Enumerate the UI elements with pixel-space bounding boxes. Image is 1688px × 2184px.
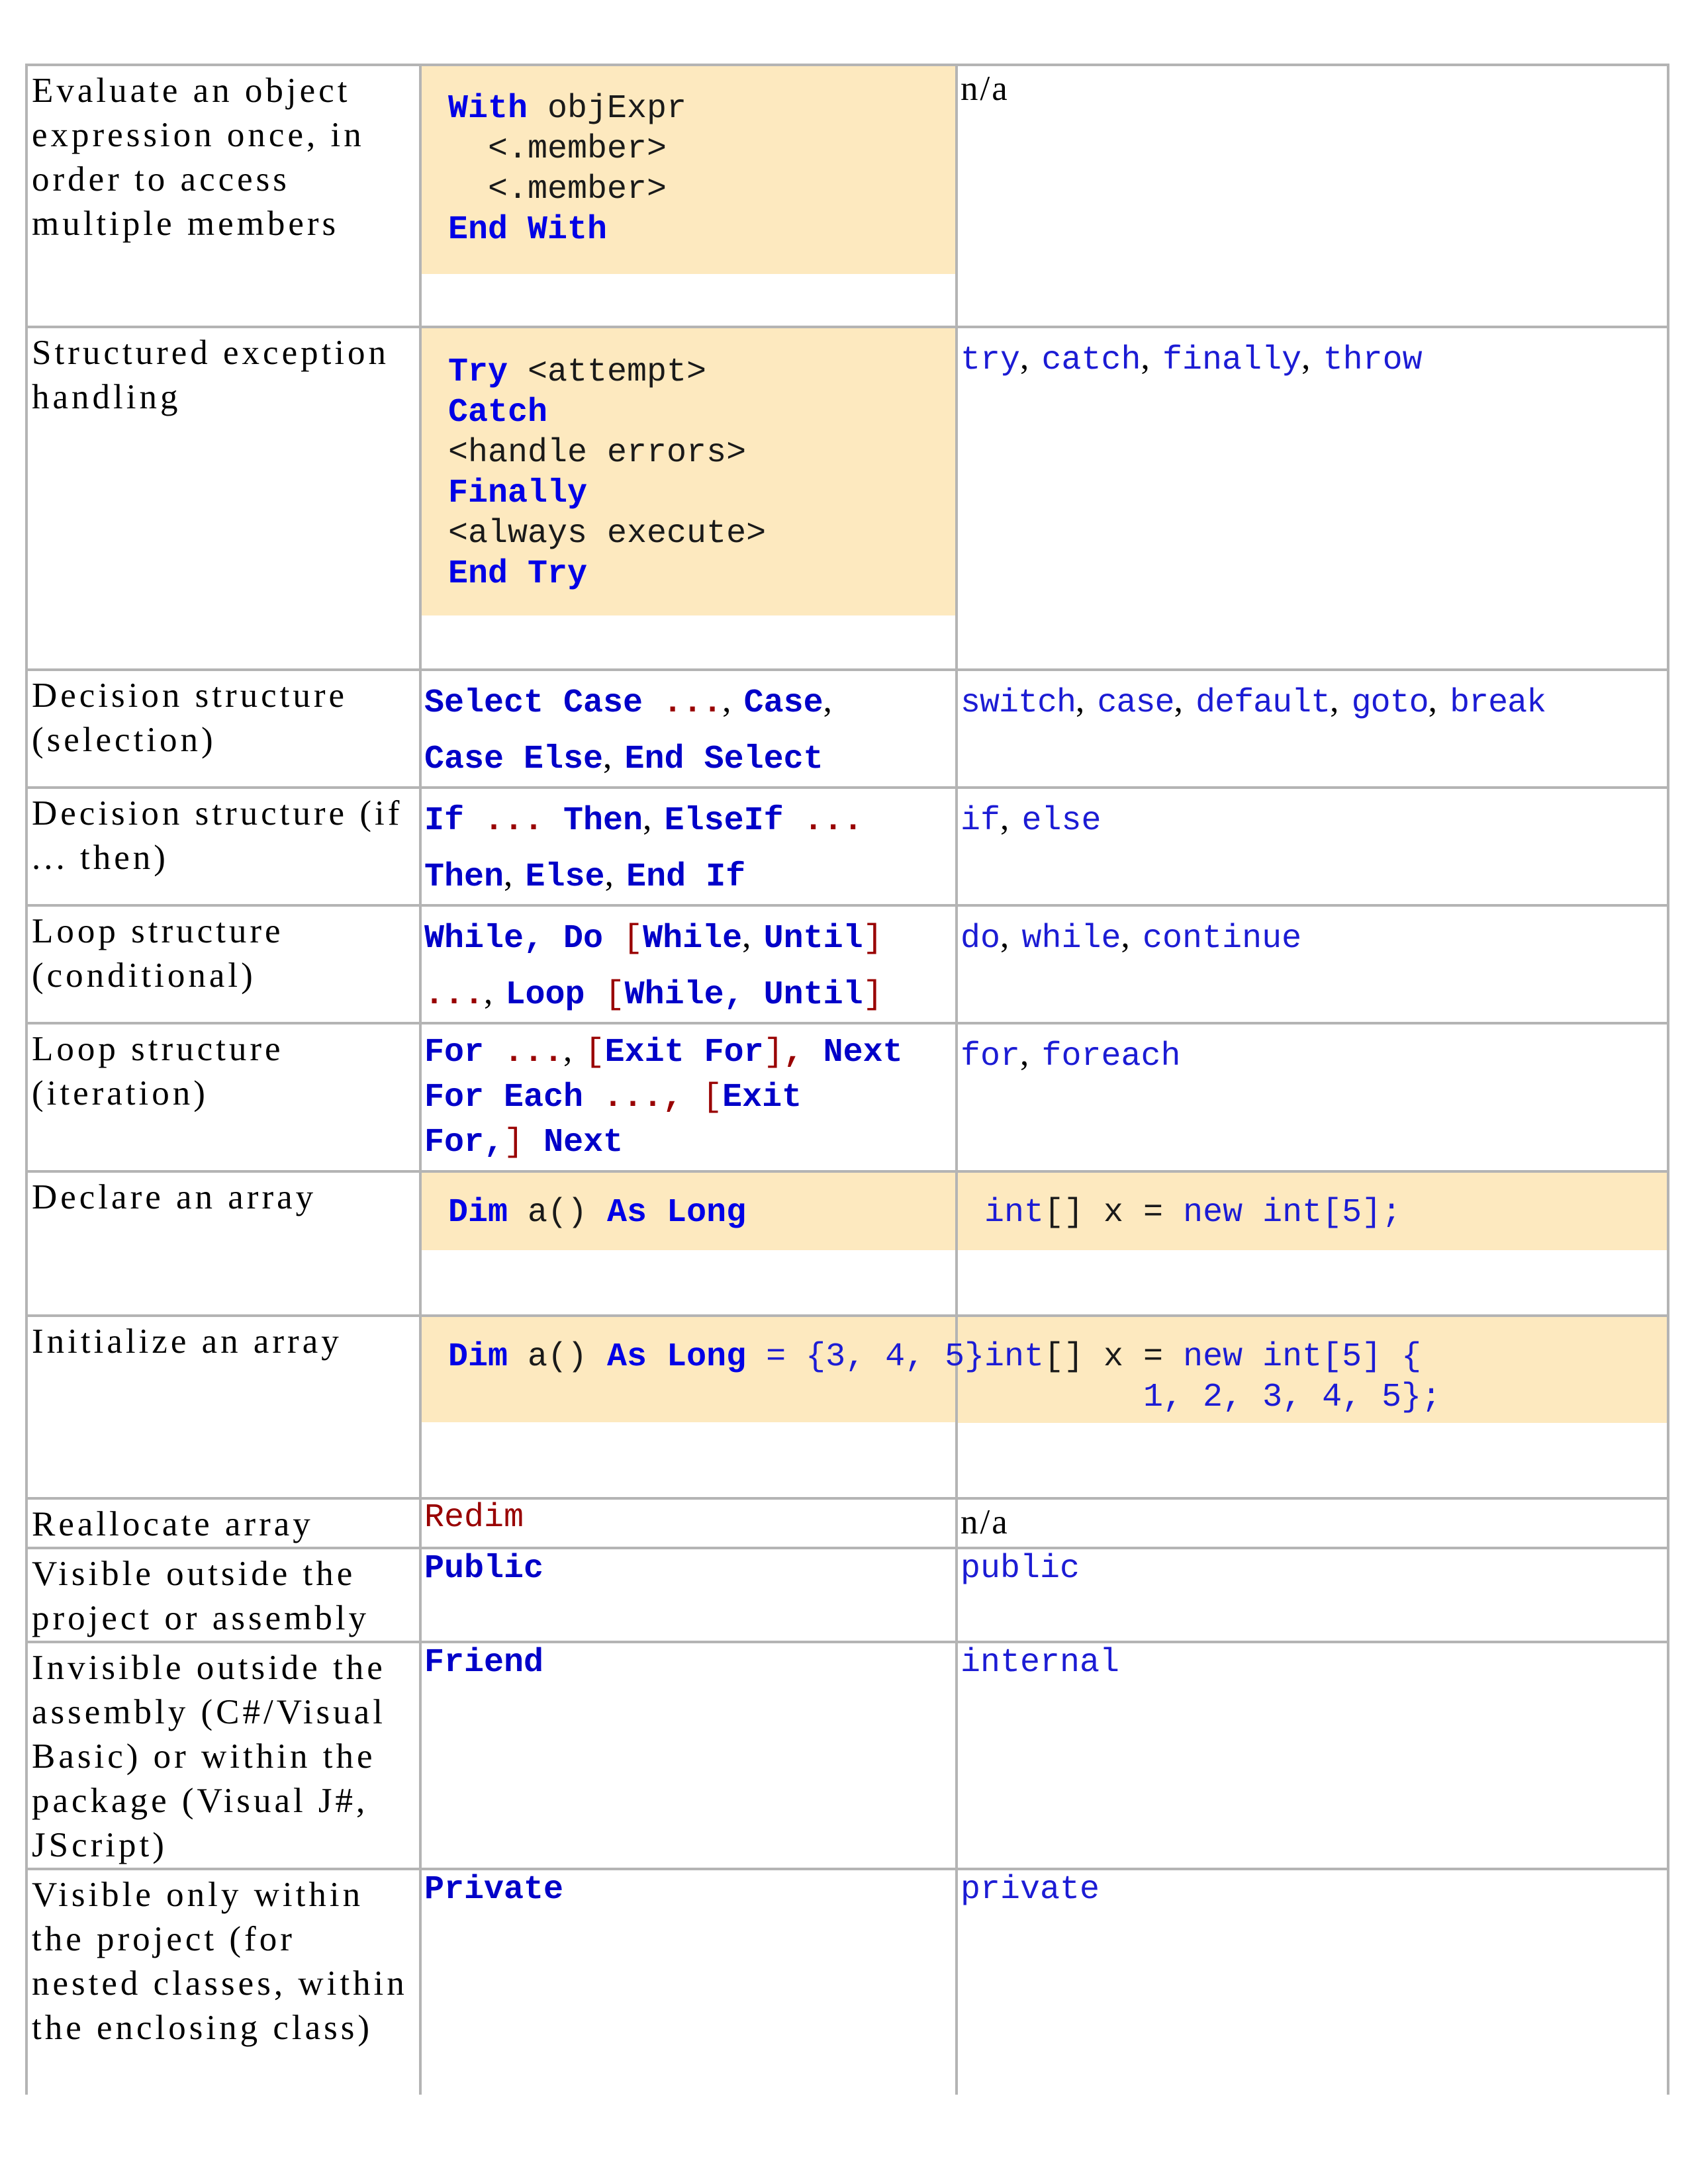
code-token: ... [484,1034,564,1071]
code-token: ... [643,684,723,722]
cs-code-block [958,1173,1667,1250]
code-token: throw [1323,341,1423,379]
code-token: Else [525,858,605,896]
row-description: Reallocate array [26,1498,420,1548]
table-row [26,905,1668,1023]
code-token: Dim [448,1338,508,1376]
code-token: if [961,802,1001,840]
code-token: For Each [424,1079,584,1116]
code-token: Redim [424,1499,524,1537]
code-token: default [1196,684,1331,722]
vb-cell: While, Do [While, Until] ..., Loop [While, Until] [420,905,957,1023]
code-token: Next [543,1124,624,1161]
table-row [26,65,1668,327]
row-description: Decision structure (selection) [26,670,420,788]
code-token: Dim [448,1194,508,1232]
code-token: private [961,1871,1100,1909]
table-row [26,327,1668,670]
code-token: If [424,802,465,840]
row-description: Structured exception handling [26,327,420,670]
cs-cell: n/a [957,1498,1668,1548]
code-token: <handle errors> [448,434,747,472]
code-token: For, [424,1124,504,1161]
code-token: Case Else [424,741,604,778]
code-token: ... [783,802,863,840]
table-row [26,1498,1668,1548]
code-token: ..., [583,1079,683,1116]
code-token: ... [464,802,564,840]
code-token: [] x = [1044,1194,1184,1232]
code-token: [5] { [1322,1338,1422,1376]
code-token: a() [508,1194,608,1232]
code-token: = {3, 4, 5} [746,1338,985,1376]
cs-cell: for, foreach [957,1023,1668,1171]
code-token: goto [1351,684,1429,722]
code-token: objExpr [528,90,687,128]
cs-cell [957,1869,1668,2095]
vb-cell [420,1548,957,1642]
code-token: internal [961,1644,1120,1682]
vb-cell [420,1642,957,1869]
cs-cell: if, else [957,788,1668,905]
vb-cell [420,327,957,670]
table-row [26,788,1668,905]
vb-cell [420,1498,957,1548]
vb-cell [420,1316,985,1498]
code-token: <always execute> [448,515,767,553]
row-description: Evaluate an object expression once, in order to access multiple members [26,65,420,327]
vb-cell: Select Case ..., Case, Case Else, End Select [420,670,957,788]
row-description: Decision structure (if ... then) [26,788,420,905]
cs-cell: n/a [957,65,1668,327]
vb-cell [420,1869,957,2095]
code-token: Until [763,920,863,958]
table-row [26,1316,1668,1498]
cs-cell [957,1548,1668,1642]
code-token: Do [563,920,604,958]
code-token: End If [626,858,746,896]
row-description: Declare an array [26,1171,420,1316]
code-token: <.member> [448,171,667,208]
code-token: While, [624,976,744,1014]
code-token: new [1183,1194,1243,1232]
code-token: int [1262,1194,1323,1232]
code-token: int [984,1194,1045,1232]
code-token: finally [1162,341,1302,379]
code-token: While, [424,920,544,958]
code-token: <.member> [448,130,667,168]
code-token: break [1450,684,1546,722]
row-description: Invisible outside the assembly (C#/Visual Basic) or within the package (Visual J#, JScript) [26,1642,420,1869]
code-token: new [1183,1338,1243,1376]
code-token: else [1021,802,1102,840]
code-token: ... [424,976,485,1014]
code-token: for [961,1038,1021,1075]
code-token: Exit [722,1079,802,1116]
code-token: Private [424,1871,564,1909]
code-token: Try [448,353,508,391]
table-row [26,1548,1668,1642]
vb-cell: If ... Then, ElseIf ... Then, Else, End If [420,788,957,905]
code-token: int [1262,1338,1323,1376]
vb-cell [420,1171,957,1316]
vb-code-block [422,66,955,274]
cs-cell: do, while, continue [957,905,1668,1023]
code-token: Public [424,1550,544,1588]
code-token: continue [1143,920,1302,958]
table-row [26,1869,1668,2095]
code-token: While [643,920,743,958]
code-token: [5]; [1322,1194,1402,1232]
table-row [26,1642,1668,1869]
code-token: As Long [607,1194,747,1232]
vb-cell [420,65,957,327]
code-token: End Try [448,555,588,593]
code-token: a() [508,1338,608,1376]
code-token: Next [823,1034,903,1071]
code-token: End With [448,211,608,249]
code-token: int [984,1338,1045,1376]
language-comparison-table [25,64,1669,2095]
code-token: [] x = [1044,1338,1184,1376]
code-token: Loop [505,976,585,1014]
code-token: For [424,1034,485,1071]
vb-cell: For ..., [Exit For], Next For Each ..., [Exit For,] Next [420,1023,957,1171]
row-description: Loop structure (conditional) [26,905,420,1023]
row-description: Visible only within the project (for nested classes, within the enclosing class) [26,1869,420,2095]
code-token: switch [961,684,1076,722]
code-token: <attempt> [508,353,707,391]
code-token: As Long [607,1338,747,1376]
code-token: Friend [424,1644,544,1682]
code-token: End Select [624,741,823,778]
vb-code-block [422,328,955,615]
code-token: case [1097,684,1174,722]
code-token: while [1021,920,1121,958]
table-row [26,1171,1668,1316]
code-token: Finally [448,475,588,512]
code-token: , [783,1034,804,1071]
code-token: Until [763,976,863,1014]
code-token: Catch [448,394,548,432]
code-token: Then [563,802,643,840]
table-row [26,670,1668,788]
cs-cell [957,1171,1668,1316]
code-token: Select Case [424,684,643,722]
code-token: do [961,920,1001,958]
cs-cell: try, catch, finally, throw [957,327,1668,670]
code-token: try [961,341,1021,379]
code-token: Then [424,858,504,896]
code-token: With [448,90,528,128]
vb-code-block [422,1173,955,1250]
cs-cell [957,1642,1668,1869]
code-token: public [961,1550,1080,1588]
cs-cell [957,1316,1668,1498]
code-token: foreach [1041,1038,1181,1075]
cs-cell: switch, case, default, goto, break [957,670,1668,788]
code-token: Exit For [604,1034,764,1071]
code-token: catch [1041,341,1141,379]
cs-code-block [958,1317,1667,1423]
code-token: ElseIf [664,802,784,840]
row-description: Initialize an array [26,1316,420,1498]
vb-code-block [422,1317,985,1422]
row-description: Loop structure (iteration) [26,1023,420,1171]
code-token: Case [743,684,823,722]
row-description: Visible outside the project or assembly [26,1548,420,1642]
code-token: 1, 2, 3, 4, 5}; [1143,1379,1442,1416]
table-row [26,1023,1668,1171]
